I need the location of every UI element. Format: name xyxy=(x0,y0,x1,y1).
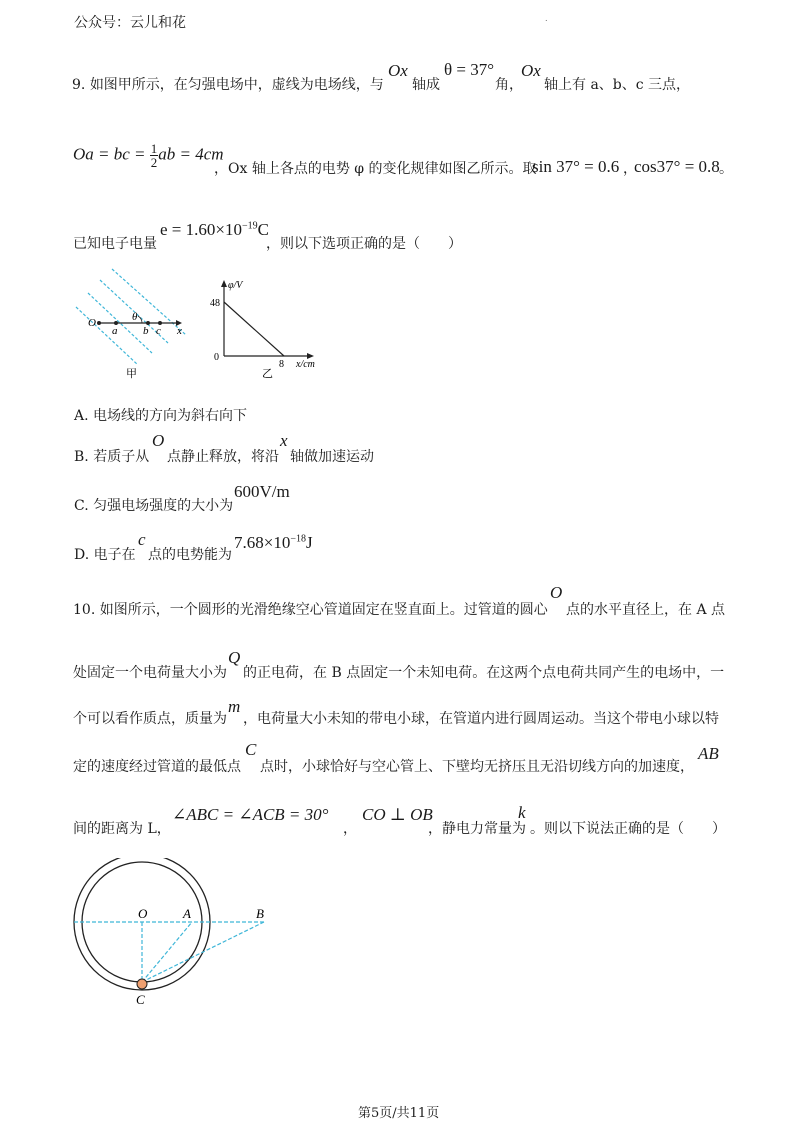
q9-text: 轴上有 a、b、c 三点， xyxy=(544,77,691,93)
fraction-half xyxy=(150,142,159,169)
q10-text: ，电荷量大小未知的带电小球，在管道内进行圆周运动。当这个带电小球以特 xyxy=(243,711,719,727)
construction-lines xyxy=(74,922,264,982)
label-c: C xyxy=(136,992,145,1007)
q10-perp: CO ⊥ OB xyxy=(362,805,433,824)
q9-sin: sin 37° = 0.6 xyxy=(532,157,620,176)
field-line xyxy=(76,307,138,365)
d-exp: −18 xyxy=(290,533,306,545)
option-d: D. 电子在 xyxy=(74,547,136,563)
charge-exp: −19 xyxy=(241,220,258,232)
q9-text: 轴成 xyxy=(412,77,440,93)
q9-text: ，则以下选项正确的是（ ） xyxy=(266,236,462,252)
y-tick-48: 48 xyxy=(210,298,220,309)
q10-text: 点的水平直径上，在 A 点 xyxy=(566,602,726,618)
charge-base: e = 1.60×10 xyxy=(160,220,242,239)
q9-text: 。 xyxy=(719,161,733,177)
label-theta: θ xyxy=(132,311,138,323)
q9-text: 如图甲所示，在匀强电场中，虚线为电场线，与 xyxy=(89,77,384,93)
option-b xyxy=(74,448,149,466)
option-b-text: B. 若质子从 xyxy=(74,449,150,465)
option-b-x: x xyxy=(280,431,288,450)
label-c: c xyxy=(156,325,161,337)
label-a: A xyxy=(183,906,191,921)
q9-ox-axis: Ox xyxy=(388,61,408,80)
q10-text: ，静电力常量为 xyxy=(428,821,526,837)
option-d-c: c xyxy=(138,530,146,549)
option-b-text: 轴做加速运动 xyxy=(290,449,374,465)
q10-text: 处固定一个电荷量大小为 xyxy=(73,665,227,681)
q10-text: ， xyxy=(343,821,357,837)
source-header: 公众号：云儿和花 xyxy=(74,15,186,31)
q9-ox-axis-2: Ox xyxy=(521,61,541,80)
q10-text: 如图所示，一个圆形的光滑绝缘空心管道固定在竖直面上。过管道的圆心 xyxy=(99,602,548,618)
d-base: 7.68×10 xyxy=(234,533,291,552)
q9-text: ， xyxy=(623,161,637,177)
eq-rhs: ab = 4cm xyxy=(158,144,224,164)
option-c: C. 匀强电场强度的大小为 xyxy=(74,498,234,514)
q9-equation xyxy=(73,142,224,169)
q10-text: 定的速度经过管道的最低点 xyxy=(73,759,241,775)
charge-unit: C xyxy=(257,220,269,239)
frac-num: 1 xyxy=(150,141,158,156)
q10-ab: AB xyxy=(698,744,719,763)
origin-label: 0 xyxy=(214,352,219,363)
q10-q: Q xyxy=(228,648,241,667)
q10-c: C xyxy=(245,740,257,759)
frac-den: 2 xyxy=(150,155,158,170)
point-o xyxy=(97,321,101,325)
figure-jia xyxy=(68,265,193,380)
option-b-o: O xyxy=(152,431,165,450)
q9-text: ，Ox 轴上各点的电势 φ 的变化规律如图乙所示。取 xyxy=(214,161,537,177)
potential-line xyxy=(224,302,284,356)
label-o: O xyxy=(88,317,96,329)
q10-angle: ∠ABC = ∠ACB = 30° xyxy=(172,805,329,824)
figure-yi xyxy=(200,278,330,380)
d-unit: J xyxy=(305,533,313,552)
option-b-text: 点静止释放，将沿 xyxy=(167,449,279,465)
y-label: φ/V xyxy=(228,280,243,291)
label-o: O xyxy=(138,906,148,921)
option-d-text: 点的电势能为 xyxy=(148,547,232,563)
page-footer: 第5页/共11页 xyxy=(358,1106,440,1121)
q9-charge xyxy=(160,220,269,240)
x-tick-8: 8 xyxy=(279,359,284,370)
eq-lhs: Oa = bc = xyxy=(73,144,150,164)
q9-text: 已知电子电量 xyxy=(73,236,157,252)
q9-theta: θ = 37° xyxy=(444,60,495,79)
q10-text: 的正电荷，在 B 点固定一个未知电荷。在这两个点电荷共同产生的电场中，一 xyxy=(243,665,725,681)
q10-k: k xyxy=(518,803,526,822)
caption-yi: 乙 xyxy=(262,367,273,380)
q9-line-1 xyxy=(72,76,384,94)
label-b: B xyxy=(256,906,264,921)
label-x: x xyxy=(177,325,182,337)
ca-line xyxy=(142,922,192,982)
q10-text: 间的距离为 L， xyxy=(73,821,171,837)
cb-line xyxy=(142,922,264,982)
label-b: b xyxy=(143,325,149,337)
q10-number: 10. xyxy=(73,602,96,618)
q10-line-1 xyxy=(73,601,548,619)
q10-m: m xyxy=(228,697,241,716)
y-axis-arrow xyxy=(221,280,227,287)
figure-q10 xyxy=(68,858,288,1013)
q9-cos: cos37° = 0.8 xyxy=(634,157,720,176)
label-a: a xyxy=(112,325,118,337)
option-d-value xyxy=(234,533,313,553)
corner-mark: . xyxy=(545,14,548,23)
charged-ball xyxy=(137,979,147,989)
x-label: x/cm xyxy=(296,359,315,370)
q10-text: 个可以看作质点，质量为 xyxy=(73,711,227,727)
q10-text: 。则以下说法正确的是（ ） xyxy=(530,821,726,837)
q10-o: O xyxy=(550,583,563,602)
theta-arc xyxy=(138,316,142,323)
option-c-value: 600V/m xyxy=(234,482,290,501)
q9-number: 9. xyxy=(72,77,86,93)
q9-text: 角， xyxy=(495,77,523,93)
option-a: A. 电场线的方向为斜右向下 xyxy=(74,408,248,424)
caption-jia: 甲 xyxy=(126,367,137,380)
q10-text: 点时，小球恰好与空心管上、下壁均无挤压且无沿切线方向的加速度， xyxy=(260,759,694,775)
